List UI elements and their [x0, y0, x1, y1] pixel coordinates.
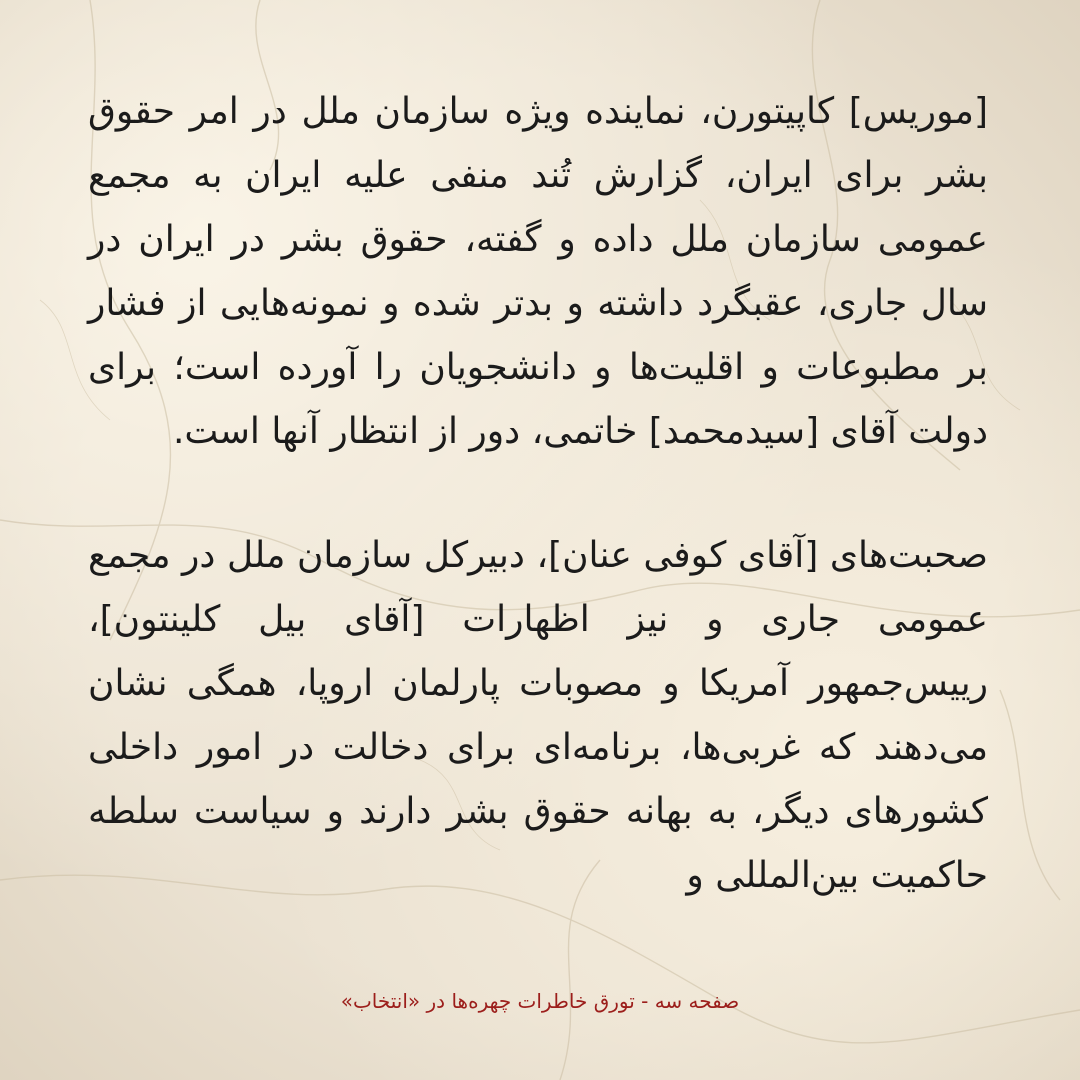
- article-body: [88, 80, 988, 908]
- source-caption: صفحه سه - تورق خاطرات چهره‌ها در «انتخاب»: [340, 989, 740, 1013]
- paragraph-1: [موریس] کاپیتورن، نماینده ویژه سازمان ملل در امر حقوق بشر برای ایران، گزارش تُند منفی علیه ایران به مجمع عمومی سازمان ملل داده و گفته، حقوق بشر در ایران در سال جاری، عقبگرد داشته و بدتر شده و نمونه‌هایی از فشار بر مطبوعات و اقلیت‌ها و دانشجویان را آورده است؛ برای دولت آقای [سیدمحمد] خاتمی، دور از انتظار آنها است.: [88, 91, 988, 452]
- paragraph-2: صحبت‌های [آقای کوفی عنان]، دبیرکل سازمان ملل در مجمع عمومی جاری و نیز اظهارات [آقای بیل کلینتون]، رییس‌جمهور آمریکا و مصوبات پارلمان اروپا، همگی نشان می‌دهند که غربی‌ها، برنامه‌ای برای دخالت در امور داخلی کشورهای دیگر، به بهانه حقوق بشر دارند و سیاست سلطه حاکمیت بین‌المللی و: [88, 535, 988, 896]
